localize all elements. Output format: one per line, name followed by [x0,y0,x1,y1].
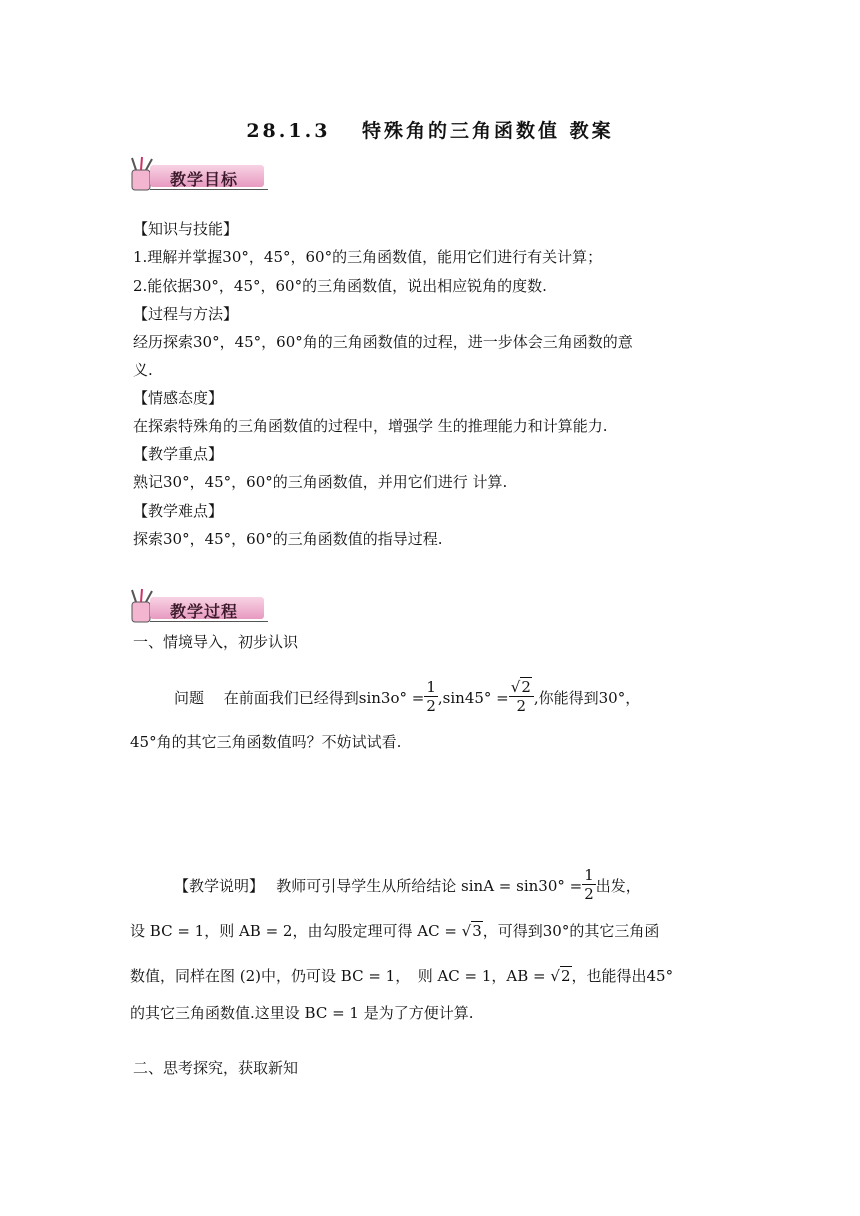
part-1-heading: 一、情境导入，初步认识 [133,633,299,651]
key-points-line-1: 熟记30°，45°，60°的三角函数值，并用它们进行 计算. [133,473,508,491]
attitude-line-1: 在探索特殊角的三角函数值的过程中，增强学 生的推理能力和计算能力. [133,417,608,435]
section-heading-knowledge: 【知识与技能】 [133,220,239,238]
process-line-2: 义. [133,361,153,379]
question-line-2: 45°角的其它三角函数值吗？不妨试试看. [130,733,402,751]
note-line-1 [174,864,641,908]
question-line-1 [174,676,640,720]
knowledge-line-1: 1.理解并掌握30°，45°，60°的三角函数值，能用它们进行有关计算； [133,248,603,266]
question-text-c: ,你能得到30°， [533,689,641,707]
badge-label: 教学目标 [170,170,239,189]
note-line-2: 设 BC = 1，则 AB = 2，由勾股定理可得 AC = √3，可得到30°的其它三角函 [130,922,660,940]
knowledge-line-2: 2.能依据30°，45°，60°的三角函数值，说出相应锐角的度数. [133,277,547,295]
question-text-a: 问题 在前面我们已经得到sin3o° = [174,689,425,707]
section-heading-difficulties: 【教学难点】 [133,502,224,520]
section-heading-attitude: 【情感态度】 [133,389,224,407]
sqrt-3: √3 [461,922,482,940]
section-badge-objectives [126,156,268,192]
note-line-3: 数值，同样在图 (2)中，仍可设 BC = 1， 则 AC = 1，AB = √2，也能得出45° [130,967,674,985]
note-text-b: 出发， [595,877,641,895]
sqrt-2: √2 [550,967,571,985]
fraction-one-half: $\frac{1}{2}$ [426,677,436,715]
badge-underline [150,189,268,190]
question-text-b: ,sin45° = [437,689,509,707]
process-line-1: 经历探索30°，45°，60°角的三角函数值的过程，进一步体会三角函数的意 [133,333,633,351]
fraction-one-half-2: $\frac{1}{2}$ [584,865,594,903]
badge-label: 教学过程 [170,602,239,621]
page-title: 28.1.3 特殊角的三角函数值 教案 [246,120,614,142]
note-line-4: 的其它三角函数值.这里设 BC = 1 是为了方便计算. [130,1004,474,1022]
fraction-sqrt2-over-2: $\frac{√2}{2}$ [509,678,534,715]
sqrt-symbol: √2 [510,677,531,696]
section-badge-process [126,588,268,624]
badge-underline [150,621,268,622]
section-heading-key-points: 【教学重点】 [133,445,224,463]
note-text-a: 【教学说明】 教师可引导学生从所给结论 sinA = sin30° = [174,877,583,895]
part-2-heading: 二、思考探究，获取新知 [133,1059,299,1077]
difficulties-line-1: 探索30°，45°，60°的三角函数值的指导过程. [133,530,443,548]
section-heading-process: 【过程与方法】 [133,305,239,323]
